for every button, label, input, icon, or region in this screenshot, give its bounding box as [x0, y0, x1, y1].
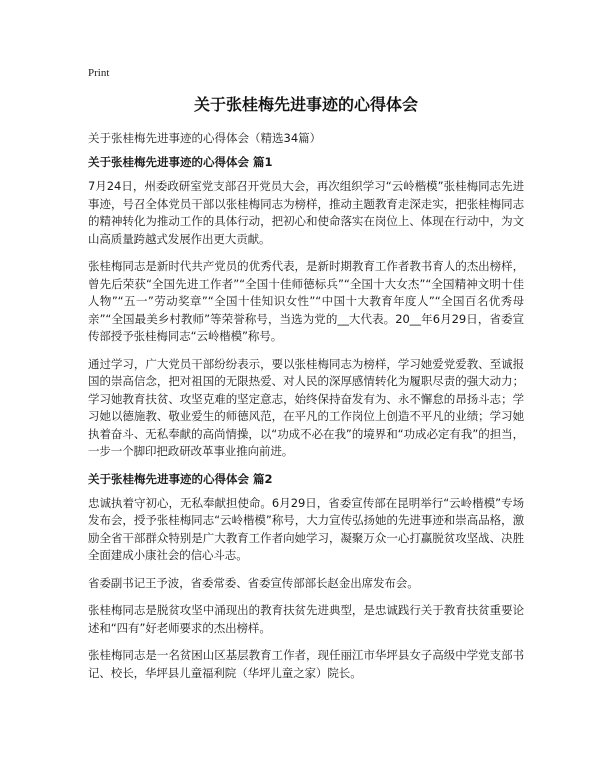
section-heading-1: 关于张桂梅先进事迹的心得体会 篇1 — [88, 155, 273, 169]
section-heading-2: 关于张桂梅先进事迹的心得体会 篇2 — [88, 471, 273, 486]
section-2-paragraph-3: 张桂梅同志是脱贫攻坚中涌现出的教育扶贫先进典型，是忠诚践行关于教育扶贫重要论述和“四有”好老师要求的杰出榜样。 — [88, 603, 524, 635]
section-2-paragraph-4: 张桂梅同志是一名贫困山区基层教育工作者，现任丽江市华坪县女子高级中学党支部书记、校长，华坪县儿童福利院（华坪儿童之家）院长。 — [88, 648, 524, 680]
section-1-paragraph-2: 张桂梅同志是新时代共产党员的优秀代表，是新时期教育工作者教书育人的杰出榜样，曾先后荣获“全国先进工作者”“全国十佳师德标兵”“全国十大女杰”“全国精神文明十佳人物”“五一”劳动奖章”“全国十佳知识女性”“中国十大教育年度人”“全国百名优秀母亲”“全国最美乡村教师”等荣誉称号，当选为党的__大代表。20__年6月29日，省委宣传部授予张桂梅同志“云岭楷模”称号。 — [88, 259, 524, 343]
section-2-paragraph-1: 忠诚执着守初心，无私奉献担使命。6月29日，省委宣传部在昆明举行“云岭楷模”专场发布会，授予张桂梅同志“云岭楷模”称号，大力宣传弘扬她的先进事迹和崇高品格，激励全省干部群众特别是广大教育工作者向她学习，凝聚万众一心打赢脱贫攻坚战、决胜全面建成小康社会的信心斗志。 — [88, 495, 524, 562]
document-page — [88, 66, 524, 692]
section-2-paragraph-2: 省委副书记王予波，省委常委、省委宣传部部长赵金出席发布会。 — [88, 575, 419, 590]
document-intro: 关于张桂梅先进事迹的心得体会（精选34篇） — [88, 131, 322, 145]
section-1-paragraph-3: 通过学习，广大党员干部纷纷表示，要以张桂梅同志为榜样，学习她爱党爱教、至诚报国的崇高信念，把对祖国的无限热爱、对人民的深厚感情转化为履职尽责的强大动力；学习她教育扶贫、攻坚克难的坚定意志，始终保持奋发有为、永不懈怠的昂扬斗志；学习她以德施教、敬业爱生的师德风范，在平凡的工作岗位上创造不平凡的业绩；学习她执着奋斗、无私奉献的高尚情操，以“功成不必在我”的境界和“功成必定有我”的担当，一步一个脚印把政研改革事业推向前进。 — [88, 356, 524, 458]
document-title: 关于张桂梅先进事迹的心得体会 — [193, 95, 418, 114]
print-link[interactable]: Print — [88, 67, 110, 79]
section-1-paragraph-1: 7月24日，州委政研室党支部召开党员大会，再次组织学习“云岭楷模”张桂梅同志先进事迹，号召全体党员干部以张桂梅同志为榜样，推动主题教育走深走实，把张桂梅同志的精神转化为推动工作的具体行动，把初心和使命落实在岗位上、体现在行动中，为文山高质量跨越式发展作出更大贡献。 — [88, 179, 524, 246]
